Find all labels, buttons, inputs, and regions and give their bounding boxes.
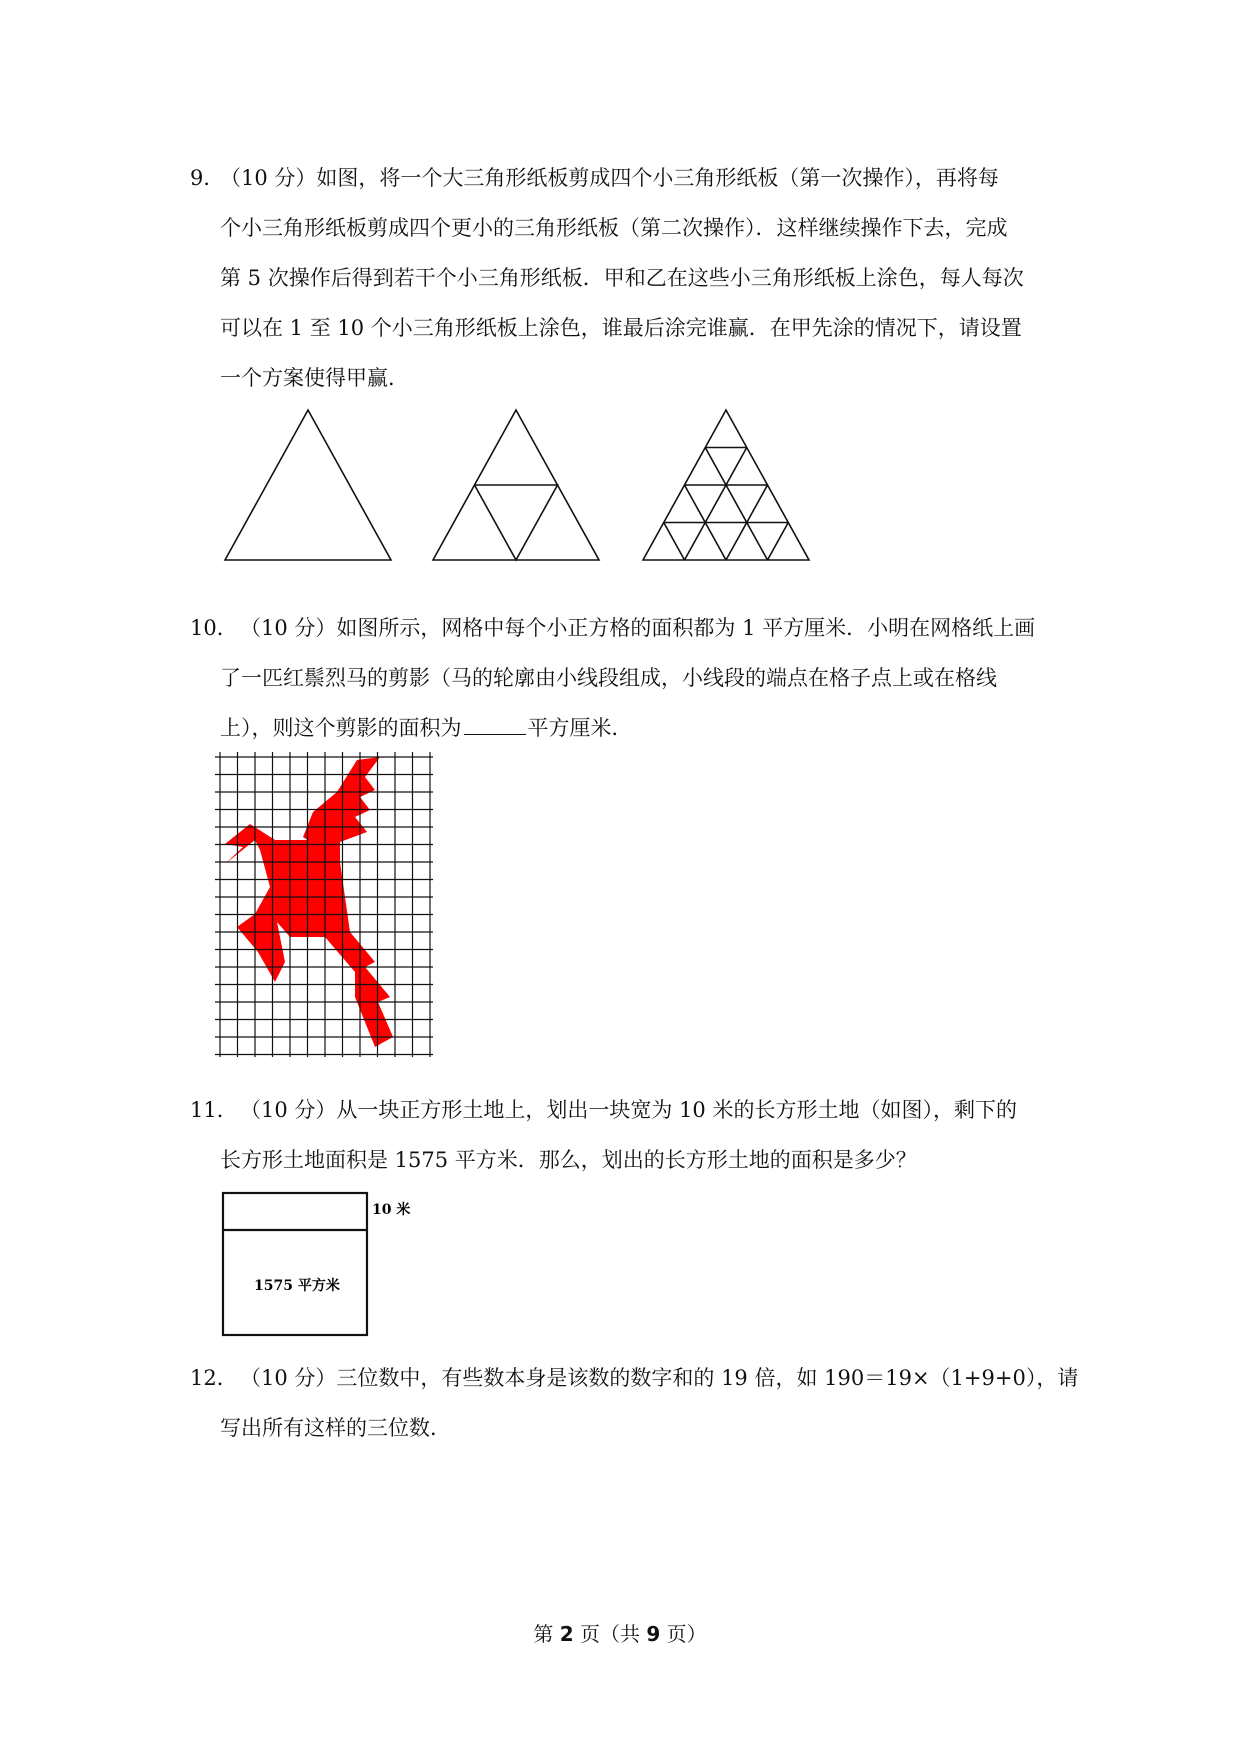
- question-text-line: 长方形土地面积是 1575 平方米．那么，划出的长方形土地的面积是多少？: [220, 1148, 917, 1172]
- page-footer: 第 2 页（共 9 页）: [533, 1622, 707, 1646]
- question-12: [190, 1353, 1079, 1453]
- question-text-line: （10 分）如图所示，网格中每个小正方格的面积都为 1 平方厘米．小明在网格纸上画: [240, 616, 1036, 640]
- question-text-line: 个小三角形纸板剪成四个更小的三角形纸板（第二次操作）．这样继续操作下去，完成: [220, 216, 1008, 240]
- page-total: 9: [646, 1622, 661, 1646]
- question-text-line: （10 分）从一块正方形土地上，划出一块宽为 10 米的长方形土地（如图），剩下的: [240, 1098, 1017, 1122]
- question-number: 12．: [190, 1366, 238, 1390]
- horse-grid-figure: [215, 752, 445, 1057]
- question-text-line: （10 分）三位数中，有些数本身是该数的数字和的 19 倍，如 190＝19×（1+9+0），请: [240, 1366, 1079, 1390]
- question-text-line: （10 分）如图，将一个大三角形纸板剪成四个小三角形纸板（第一次操作），再将每: [220, 166, 999, 190]
- area-label: 1575 平方米: [254, 1278, 340, 1294]
- horse-silhouette: [225, 757, 393, 1047]
- question-text-line: 了一匹红鬃烈马的剪影（马的轮廓由小线段组成，小线段的端点在格子点上或在格线: [220, 666, 997, 690]
- triangle-stage-1: [433, 410, 599, 560]
- question-text-line: 写出所有这样的三位数．: [220, 1416, 451, 1440]
- question-text-line: 第 5 次操作后得到若干个小三角形纸板．甲和乙在这些小三角形纸板上涂色，每人每次: [220, 266, 1024, 290]
- question-text-line: 平方厘米．: [527, 716, 633, 740]
- question-text-line: 一个方案使得甲赢．: [220, 366, 409, 390]
- question-10: [190, 603, 1060, 753]
- triangle-figure: [215, 400, 835, 570]
- question-text-line: 可以在 1 至 10 个小三角形纸板上涂色，谁最后涂完谁赢．在甲先涂的情况下，请设置: [220, 316, 1022, 340]
- question-11: [190, 1085, 1060, 1185]
- width-label: 10 米: [372, 1202, 411, 1218]
- page-number: 2: [559, 1622, 574, 1646]
- triangle-stage-0: [225, 410, 391, 560]
- question-number: 9．: [190, 166, 225, 190]
- question-number: 11．: [190, 1098, 238, 1122]
- land-figure: [220, 1190, 440, 1340]
- question-text-line: 上），则这个剪影的面积为: [220, 716, 462, 740]
- question-9: [190, 153, 1060, 403]
- question-number: 10．: [190, 616, 238, 640]
- triangle-stage-2: [643, 410, 809, 560]
- answer-blank[interactable]: [464, 716, 526, 735]
